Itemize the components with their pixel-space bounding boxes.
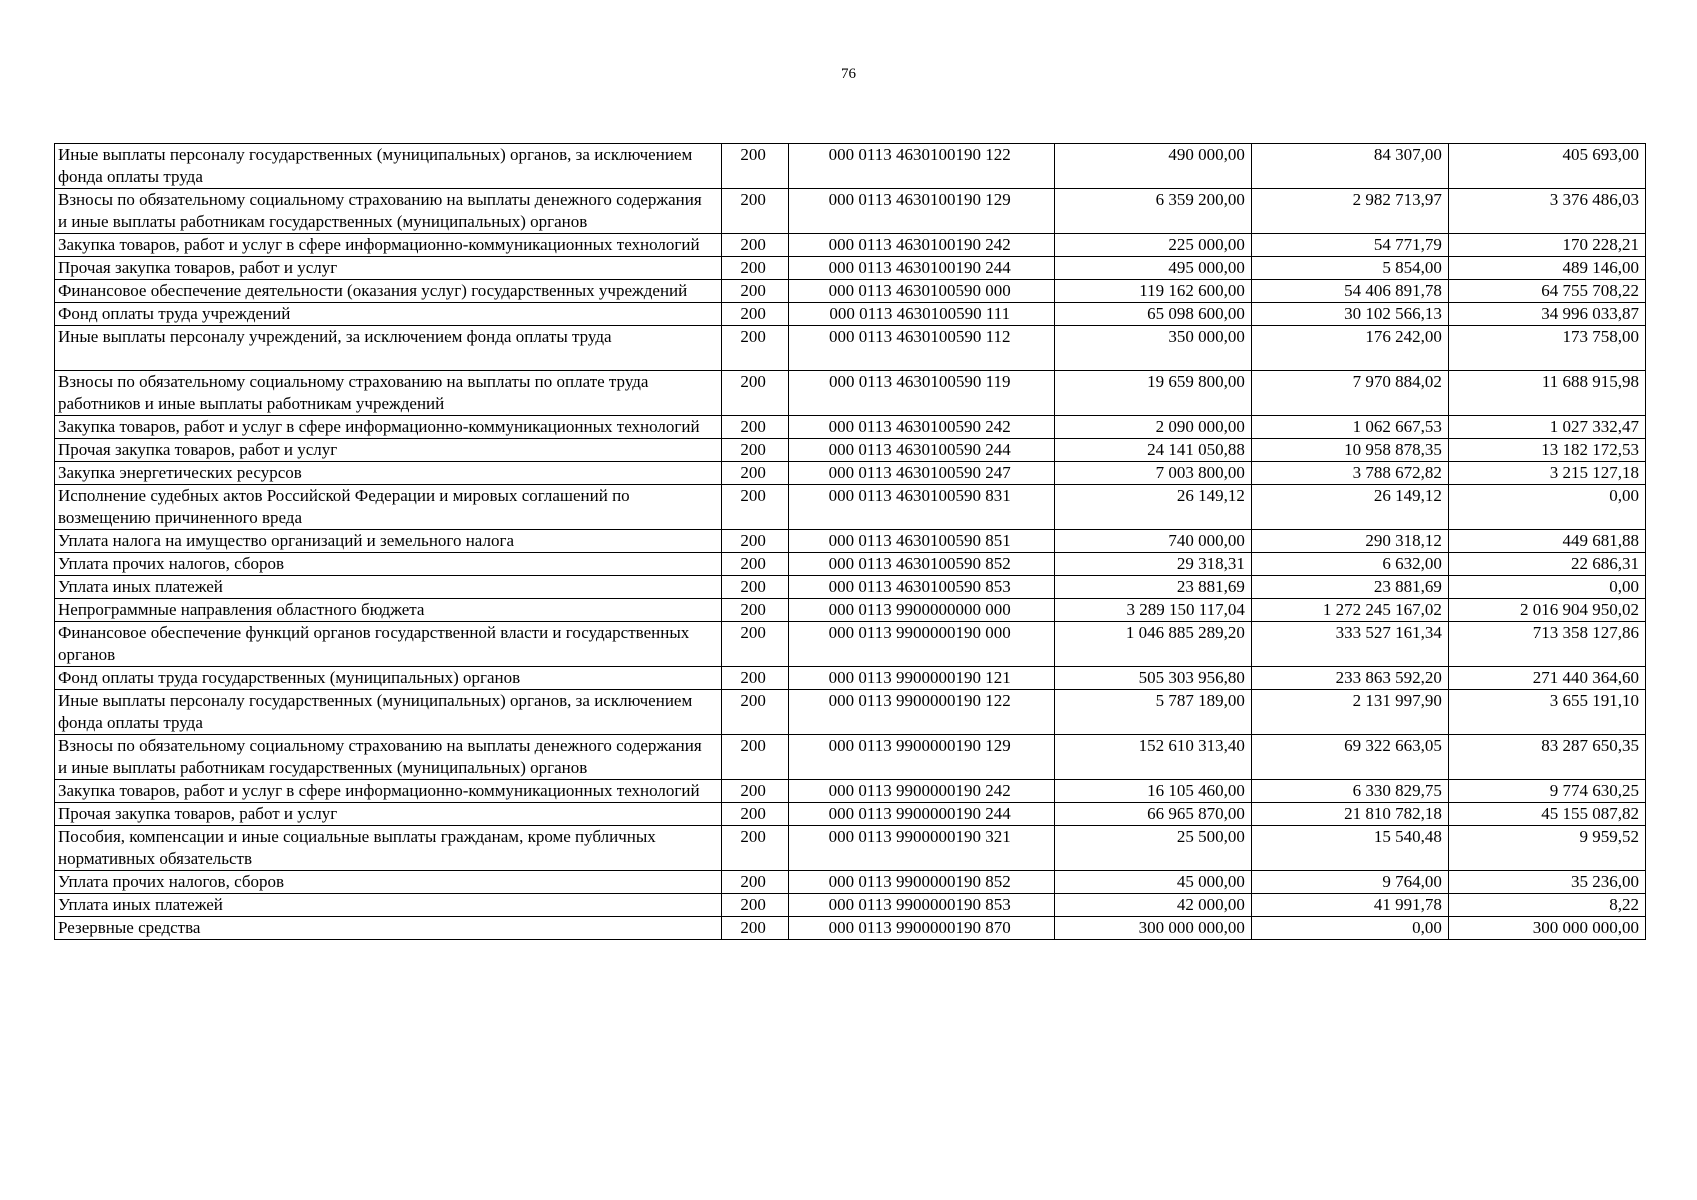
row-executed: 233 863 592,20 [1251, 667, 1448, 690]
row-kbk: 000 0113 9900000000 000 [788, 599, 1054, 622]
row-remaining: 8,22 [1448, 894, 1645, 917]
row-code: 200 [721, 735, 788, 780]
row-kbk: 000 0113 4630100190 244 [788, 257, 1054, 280]
row-kbk: 000 0113 9900000190 129 [788, 735, 1054, 780]
row-code: 200 [721, 234, 788, 257]
row-name: Прочая закупка товаров, работ и услуг [55, 439, 722, 462]
row-remaining: 173 758,00 [1448, 326, 1645, 371]
row-kbk: 000 0113 9900000190 244 [788, 803, 1054, 826]
row-kbk: 000 0113 9900000190 853 [788, 894, 1054, 917]
row-code: 200 [721, 667, 788, 690]
row-code: 200 [721, 917, 788, 940]
row-remaining: 3 655 191,10 [1448, 690, 1645, 735]
row-name: Иные выплаты персоналу учреждений, за исключением фонда оплаты труда [55, 326, 722, 371]
row-kbk: 000 0113 9900000190 000 [788, 622, 1054, 667]
row-executed: 30 102 566,13 [1251, 303, 1448, 326]
row-remaining: 300 000 000,00 [1448, 917, 1645, 940]
row-approved: 29 318,31 [1054, 553, 1251, 576]
row-remaining: 2 016 904 950,02 [1448, 599, 1645, 622]
row-name: Уплата иных платежей [55, 576, 722, 599]
row-name: Фонд оплаты труда учреждений [55, 303, 722, 326]
table-row [55, 144, 1646, 189]
row-approved: 19 659 800,00 [1054, 371, 1251, 416]
row-approved: 42 000,00 [1054, 894, 1251, 917]
row-code: 200 [721, 871, 788, 894]
row-kbk: 000 0113 4630100590 244 [788, 439, 1054, 462]
row-remaining: 11 688 915,98 [1448, 371, 1645, 416]
row-name: Взносы по обязательному социальному страхованию на выплаты по оплате труда работников и иные выплаты работникам учреждений [55, 371, 722, 416]
row-executed: 84 307,00 [1251, 144, 1448, 189]
row-approved: 1 046 885 289,20 [1054, 622, 1251, 667]
row-code: 200 [721, 576, 788, 599]
row-remaining: 9 774 630,25 [1448, 780, 1645, 803]
row-remaining: 449 681,88 [1448, 530, 1645, 553]
row-approved: 7 003 800,00 [1054, 462, 1251, 485]
row-executed: 10 958 878,35 [1251, 439, 1448, 462]
row-name: Взносы по обязательному социальному страхованию на выплаты денежного содержания и иные выплаты работникам государственных (муниципальных) органов [55, 735, 722, 780]
row-code: 200 [721, 780, 788, 803]
row-name: Прочая закупка товаров, работ и услуг [55, 803, 722, 826]
row-executed: 333 527 161,34 [1251, 622, 1448, 667]
row-name: Уплата прочих налогов, сборов [55, 553, 722, 576]
row-approved: 300 000 000,00 [1054, 917, 1251, 940]
row-name: Закупка товаров, работ и услуг в сфере информационно-коммуникационных технологий [55, 416, 722, 439]
row-remaining: 0,00 [1448, 576, 1645, 599]
row-remaining: 489 146,00 [1448, 257, 1645, 280]
row-kbk: 000 0113 4630100590 831 [788, 485, 1054, 530]
table-row [55, 667, 1646, 690]
row-executed: 15 540,48 [1251, 826, 1448, 871]
row-executed: 1 272 245 167,02 [1251, 599, 1448, 622]
row-executed: 54 771,79 [1251, 234, 1448, 257]
row-executed: 2 982 713,97 [1251, 189, 1448, 234]
row-kbk: 000 0113 4630100190 242 [788, 234, 1054, 257]
row-approved: 66 965 870,00 [1054, 803, 1251, 826]
row-approved: 16 105 460,00 [1054, 780, 1251, 803]
row-kbk: 000 0113 4630100590 000 [788, 280, 1054, 303]
row-approved: 225 000,00 [1054, 234, 1251, 257]
row-executed: 5 854,00 [1251, 257, 1448, 280]
row-code: 200 [721, 303, 788, 326]
row-kbk: 000 0113 4630100190 122 [788, 144, 1054, 189]
row-kbk: 000 0113 9900000190 321 [788, 826, 1054, 871]
row-kbk: 000 0113 9900000190 122 [788, 690, 1054, 735]
row-remaining: 35 236,00 [1448, 871, 1645, 894]
row-remaining: 22 686,31 [1448, 553, 1645, 576]
row-approved: 6 359 200,00 [1054, 189, 1251, 234]
row-remaining: 64 755 708,22 [1448, 280, 1645, 303]
row-executed: 7 970 884,02 [1251, 371, 1448, 416]
row-approved: 3 289 150 117,04 [1054, 599, 1251, 622]
row-approved: 119 162 600,00 [1054, 280, 1251, 303]
row-code: 200 [721, 371, 788, 416]
row-code: 200 [721, 326, 788, 371]
row-code: 200 [721, 530, 788, 553]
table-row [55, 576, 1646, 599]
row-kbk: 000 0113 4630100590 111 [788, 303, 1054, 326]
row-approved: 505 303 956,80 [1054, 667, 1251, 690]
row-code: 200 [721, 462, 788, 485]
row-code: 200 [721, 439, 788, 462]
row-kbk: 000 0113 4630100190 129 [788, 189, 1054, 234]
row-executed: 21 810 782,18 [1251, 803, 1448, 826]
row-code: 200 [721, 189, 788, 234]
row-code: 200 [721, 144, 788, 189]
row-code: 200 [721, 690, 788, 735]
row-approved: 45 000,00 [1054, 871, 1251, 894]
table-row [55, 735, 1646, 780]
row-remaining: 3 376 486,03 [1448, 189, 1645, 234]
row-approved: 740 000,00 [1054, 530, 1251, 553]
row-code: 200 [721, 803, 788, 826]
row-executed: 3 788 672,82 [1251, 462, 1448, 485]
row-remaining: 45 155 087,82 [1448, 803, 1645, 826]
table-body [55, 144, 1646, 940]
table-row [55, 462, 1646, 485]
table-row [55, 189, 1646, 234]
row-executed: 2 131 997,90 [1251, 690, 1448, 735]
budget-table [54, 143, 1646, 940]
row-kbk: 000 0113 9900000190 852 [788, 871, 1054, 894]
row-remaining: 170 228,21 [1448, 234, 1645, 257]
row-executed: 23 881,69 [1251, 576, 1448, 599]
row-name: Пособия, компенсации и иные социальные выплаты гражданам, кроме публичных нормативных обязательств [55, 826, 722, 871]
row-name: Взносы по обязательному социальному страхованию на выплаты денежного содержания и иные выплаты работникам государственных (муниципальных) органов [55, 189, 722, 234]
row-remaining: 13 182 172,53 [1448, 439, 1645, 462]
row-remaining: 9 959,52 [1448, 826, 1645, 871]
row-approved: 26 149,12 [1054, 485, 1251, 530]
row-remaining: 34 996 033,87 [1448, 303, 1645, 326]
row-name: Уплата иных платежей [55, 894, 722, 917]
row-approved: 5 787 189,00 [1054, 690, 1251, 735]
table-row [55, 485, 1646, 530]
row-kbk: 000 0113 4630100590 242 [788, 416, 1054, 439]
row-name: Финансовое обеспечение функций органов государственной власти и государственных органов [55, 622, 722, 667]
row-kbk: 000 0113 9900000190 121 [788, 667, 1054, 690]
row-name: Исполнение судебных актов Российской Федерации и мировых соглашений по возмещению причиненного вреда [55, 485, 722, 530]
row-name: Иные выплаты персоналу государственных (муниципальных) органов, за исключением фонда оплаты труда [55, 690, 722, 735]
row-executed: 26 149,12 [1251, 485, 1448, 530]
row-approved: 23 881,69 [1054, 576, 1251, 599]
table-row [55, 826, 1646, 871]
row-name: Иные выплаты персоналу государственных (муниципальных) органов, за исключением фонда оплаты труда [55, 144, 722, 189]
row-approved: 152 610 313,40 [1054, 735, 1251, 780]
row-executed: 6 632,00 [1251, 553, 1448, 576]
table-row [55, 416, 1646, 439]
row-remaining: 0,00 [1448, 485, 1645, 530]
table-row [55, 780, 1646, 803]
row-code: 200 [721, 622, 788, 667]
row-code: 200 [721, 599, 788, 622]
row-name: Закупка энергетических ресурсов [55, 462, 722, 485]
table-row [55, 439, 1646, 462]
row-executed: 54 406 891,78 [1251, 280, 1448, 303]
row-executed: 1 062 667,53 [1251, 416, 1448, 439]
row-approved: 350 000,00 [1054, 326, 1251, 371]
row-code: 200 [721, 257, 788, 280]
row-code: 200 [721, 553, 788, 576]
row-kbk: 000 0113 4630100590 119 [788, 371, 1054, 416]
row-executed: 6 330 829,75 [1251, 780, 1448, 803]
table-row [55, 871, 1646, 894]
table-row [55, 530, 1646, 553]
table-row [55, 234, 1646, 257]
table-row [55, 371, 1646, 416]
row-code: 200 [721, 416, 788, 439]
table-row [55, 894, 1646, 917]
row-kbk: 000 0113 9900000190 242 [788, 780, 1054, 803]
row-approved: 65 098 600,00 [1054, 303, 1251, 326]
row-kbk: 000 0113 4630100590 851 [788, 530, 1054, 553]
table-row [55, 803, 1646, 826]
table-row [55, 917, 1646, 940]
row-name: Финансовое обеспечение деятельности (оказания услуг) государственных учреждений [55, 280, 722, 303]
row-name: Закупка товаров, работ и услуг в сфере информационно-коммуникационных технологий [55, 780, 722, 803]
row-name: Непрограммные направления областного бюджета [55, 599, 722, 622]
row-name: Закупка товаров, работ и услуг в сфере информационно-коммуникационных технологий [55, 234, 722, 257]
table-row [55, 257, 1646, 280]
row-code: 200 [721, 280, 788, 303]
row-kbk: 000 0113 4630100590 853 [788, 576, 1054, 599]
table-row [55, 599, 1646, 622]
row-approved: 24 141 050,88 [1054, 439, 1251, 462]
row-remaining: 1 027 332,47 [1448, 416, 1645, 439]
table-row [55, 553, 1646, 576]
row-name: Резервные средства [55, 917, 722, 940]
table-row [55, 622, 1646, 667]
row-executed: 290 318,12 [1251, 530, 1448, 553]
row-name: Уплата прочих налогов, сборов [55, 871, 722, 894]
row-name: Уплата налога на имущество организаций и земельного налога [55, 530, 722, 553]
row-remaining: 3 215 127,18 [1448, 462, 1645, 485]
row-executed: 176 242,00 [1251, 326, 1448, 371]
row-approved: 495 000,00 [1054, 257, 1251, 280]
row-code: 200 [721, 894, 788, 917]
row-remaining: 271 440 364,60 [1448, 667, 1645, 690]
row-executed: 0,00 [1251, 917, 1448, 940]
row-name: Прочая закупка товаров, работ и услуг [55, 257, 722, 280]
row-remaining: 405 693,00 [1448, 144, 1645, 189]
row-approved: 490 000,00 [1054, 144, 1251, 189]
row-kbk: 000 0113 4630100590 852 [788, 553, 1054, 576]
row-kbk: 000 0113 4630100590 247 [788, 462, 1054, 485]
row-executed: 41 991,78 [1251, 894, 1448, 917]
row-approved: 25 500,00 [1054, 826, 1251, 871]
table-row [55, 280, 1646, 303]
row-executed: 69 322 663,05 [1251, 735, 1448, 780]
row-name: Фонд оплаты труда государственных (муниципальных) органов [55, 667, 722, 690]
row-kbk: 000 0113 9900000190 870 [788, 917, 1054, 940]
row-code: 200 [721, 826, 788, 871]
row-kbk: 000 0113 4630100590 112 [788, 326, 1054, 371]
table-row [55, 303, 1646, 326]
page-number: 76 [841, 66, 856, 82]
table-row [55, 690, 1646, 735]
row-remaining: 713 358 127,86 [1448, 622, 1645, 667]
table-row [55, 326, 1646, 371]
row-code: 200 [721, 485, 788, 530]
row-remaining: 83 287 650,35 [1448, 735, 1645, 780]
row-approved: 2 090 000,00 [1054, 416, 1251, 439]
row-executed: 9 764,00 [1251, 871, 1448, 894]
